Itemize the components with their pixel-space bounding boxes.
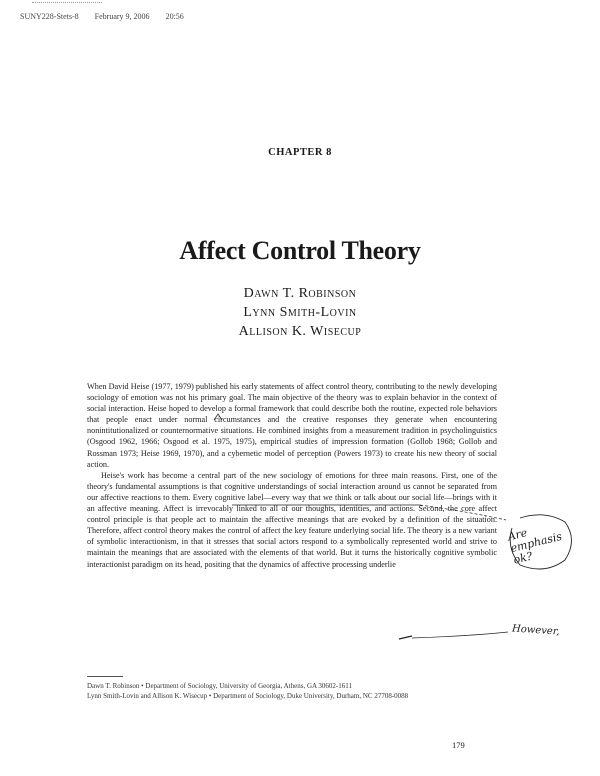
margin-query-note: Are emphasis ok? [506, 526, 564, 567]
leader-line-query [420, 505, 506, 520]
paragraph-2: Heise's work has become a central part of the new sociology of emotions for three main reasons. First, one of the theory's fundamental assumptions is that cognitive understandings of social interaction around us cannot be separated from our affective reactions to them. Every cognitive label—every way that we think or talk about our social life—brings with it an affective meaning. Affect is irrevocably linked to all of our thoughts, identities, and actions. Second, the core affect control principle is that people act to maintain the affective meanings that are evoked by a definition of the situation. Therefore, affect control theory makes the control of affect the key feature underlying social life. The theory is a new variant of symbolic interactionism, in that it stresses that social actors respond to a symbolically represented world and strive to maintain the meanings that are associated with the elements of that world. But it turns the historically cognitive symbolic interactionist paradigm on its head, positing that the dynamics of affective processing underlie [87, 470, 497, 569]
footnote-2: Lynn Smith-Lovin and Allison K. Wisecup • Department of Sociology, Duke University, Durham, NC 27708-0088 [87, 692, 409, 700]
slug-time: 20:56 [165, 12, 184, 21]
margin-insert-note: However, [511, 623, 560, 638]
paragraph-1: When David Heise (1977, 1979) published his early statements of affect control theory, contributing to the newly developing sociology of emotion was not his primary goal. The main objective of the theory was to explain behavior in the context of social interaction. Heise hoped to develop a formal framework that could describe both the routine, expected role behaviors that people enact under normal circumstances and the creative responses they generate when encountering nonintitutionalized or counternormative situations. He combined insights from a measurement tradition in psycholinguistics (Osgood 1962, 1966; Osgood et al. 1975, 1975), empirical studies of impression formation (Gollob 1968; Gollob and Rossman 1973; Heise 1969, 1970), and a cybernetic model of perception (Powers 1973) to create his new theory of social action. [87, 382, 497, 469]
leader-line-insert [412, 632, 508, 638]
caret-mark [214, 414, 222, 420]
slug-date: February 9, 2006 [94, 12, 150, 21]
slug-file: SUNY228-Stets-8 [20, 12, 79, 21]
footnote-1: Dawn T. Robinson • Department of Sociology, University of Georgia, Athens, GA 30602-1611 [87, 682, 352, 690]
author-2: Lynn Smith-Lovin [243, 305, 357, 320]
chapter-title: Affect Control Theory [179, 236, 421, 265]
strike-mark [399, 636, 412, 639]
author-1: Dawn T. Robinson [243, 286, 357, 301]
chapter-label: CHAPTER 8 [268, 147, 332, 158]
query-circle [510, 515, 571, 569]
author-3: Allison K. Wisecup [238, 324, 362, 339]
page-number: 179 [452, 740, 465, 750]
